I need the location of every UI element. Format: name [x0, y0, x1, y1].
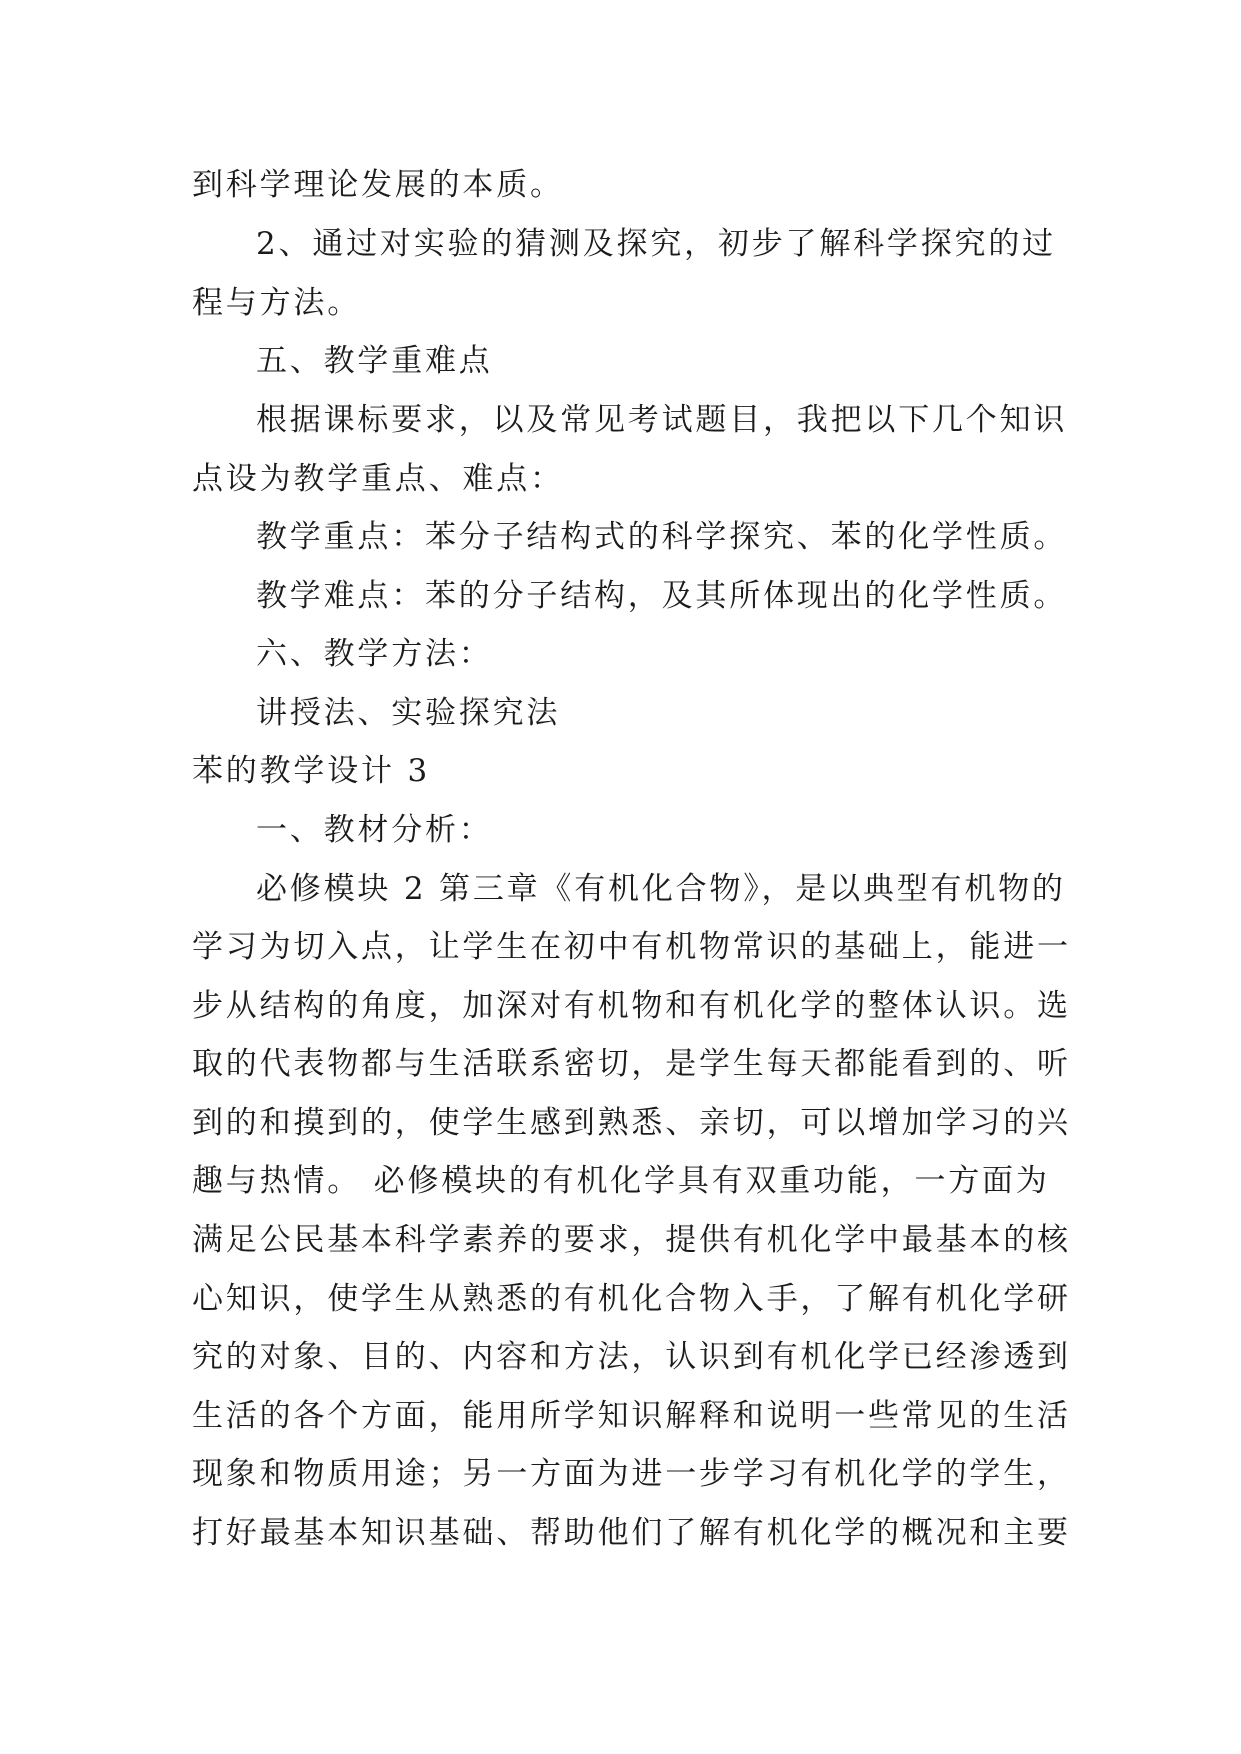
text-line: 程与方法。	[192, 285, 361, 321]
text-line: 教学难点：苯的分子结构，及其所体现出的化学性质。	[256, 578, 1068, 614]
text-line: 根据课标要求，以及常见考试题目，我把以下几个知识	[256, 402, 1068, 438]
text-line: 生活的各个方面，能用所学知识解释和说明一些常见的生活	[192, 1398, 1071, 1434]
text-line: 趣与热情。 必修模块的有机化学具有双重功能，一方面为	[192, 1163, 1050, 1199]
text-line: 必修模块 2 第三章《有机化合物》，是以典型有机物的	[256, 871, 1066, 907]
text-line: 满足公民基本科学素养的要求，提供有机化学中最基本的核	[192, 1222, 1071, 1258]
text-line: 到的和摸到的，使学生感到熟悉、亲切，可以增加学习的兴	[192, 1105, 1071, 1141]
text-line: 步从结构的角度，加深对有机物和有机化学的整体认识。选	[192, 988, 1071, 1024]
document-title: 苯的教学设计 3	[192, 753, 430, 789]
text-line: 点设为教学重点、难点：	[192, 461, 564, 497]
text-line: 2、通过对实验的猜测及探究，初步了解科学探究的过	[256, 226, 1056, 262]
section-heading: 六、教学方法：	[256, 636, 493, 672]
text-line: 究的对象、目的、内容和方法，认识到有机化学已经渗透到	[192, 1339, 1071, 1375]
text-line: 到科学理论发展的本质。	[192, 167, 564, 203]
text-line: 现象和物质用途；另一方面为进一步学习有机化学的学生，	[192, 1456, 1071, 1492]
text-line: 讲授法、实验探究法	[256, 695, 561, 731]
text-line: 取的代表物都与生活联系密切，是学生每天都能看到的、听	[192, 1046, 1071, 1082]
section-heading: 一、教材分析：	[256, 812, 493, 848]
text-line: 教学重点：苯分子结构式的科学探究、苯的化学性质。	[256, 519, 1068, 555]
text-line: 打好最基本知识基础、帮助他们了解有机化学的概况和主要	[192, 1515, 1071, 1551]
section-heading: 五、教学重难点	[256, 343, 493, 379]
text-line: 学习为切入点，让学生在初中有机物常识的基础上，能进一	[192, 929, 1071, 965]
text-line: 心知识，使学生从熟悉的有机化合物入手，了解有机化学研	[192, 1281, 1071, 1317]
